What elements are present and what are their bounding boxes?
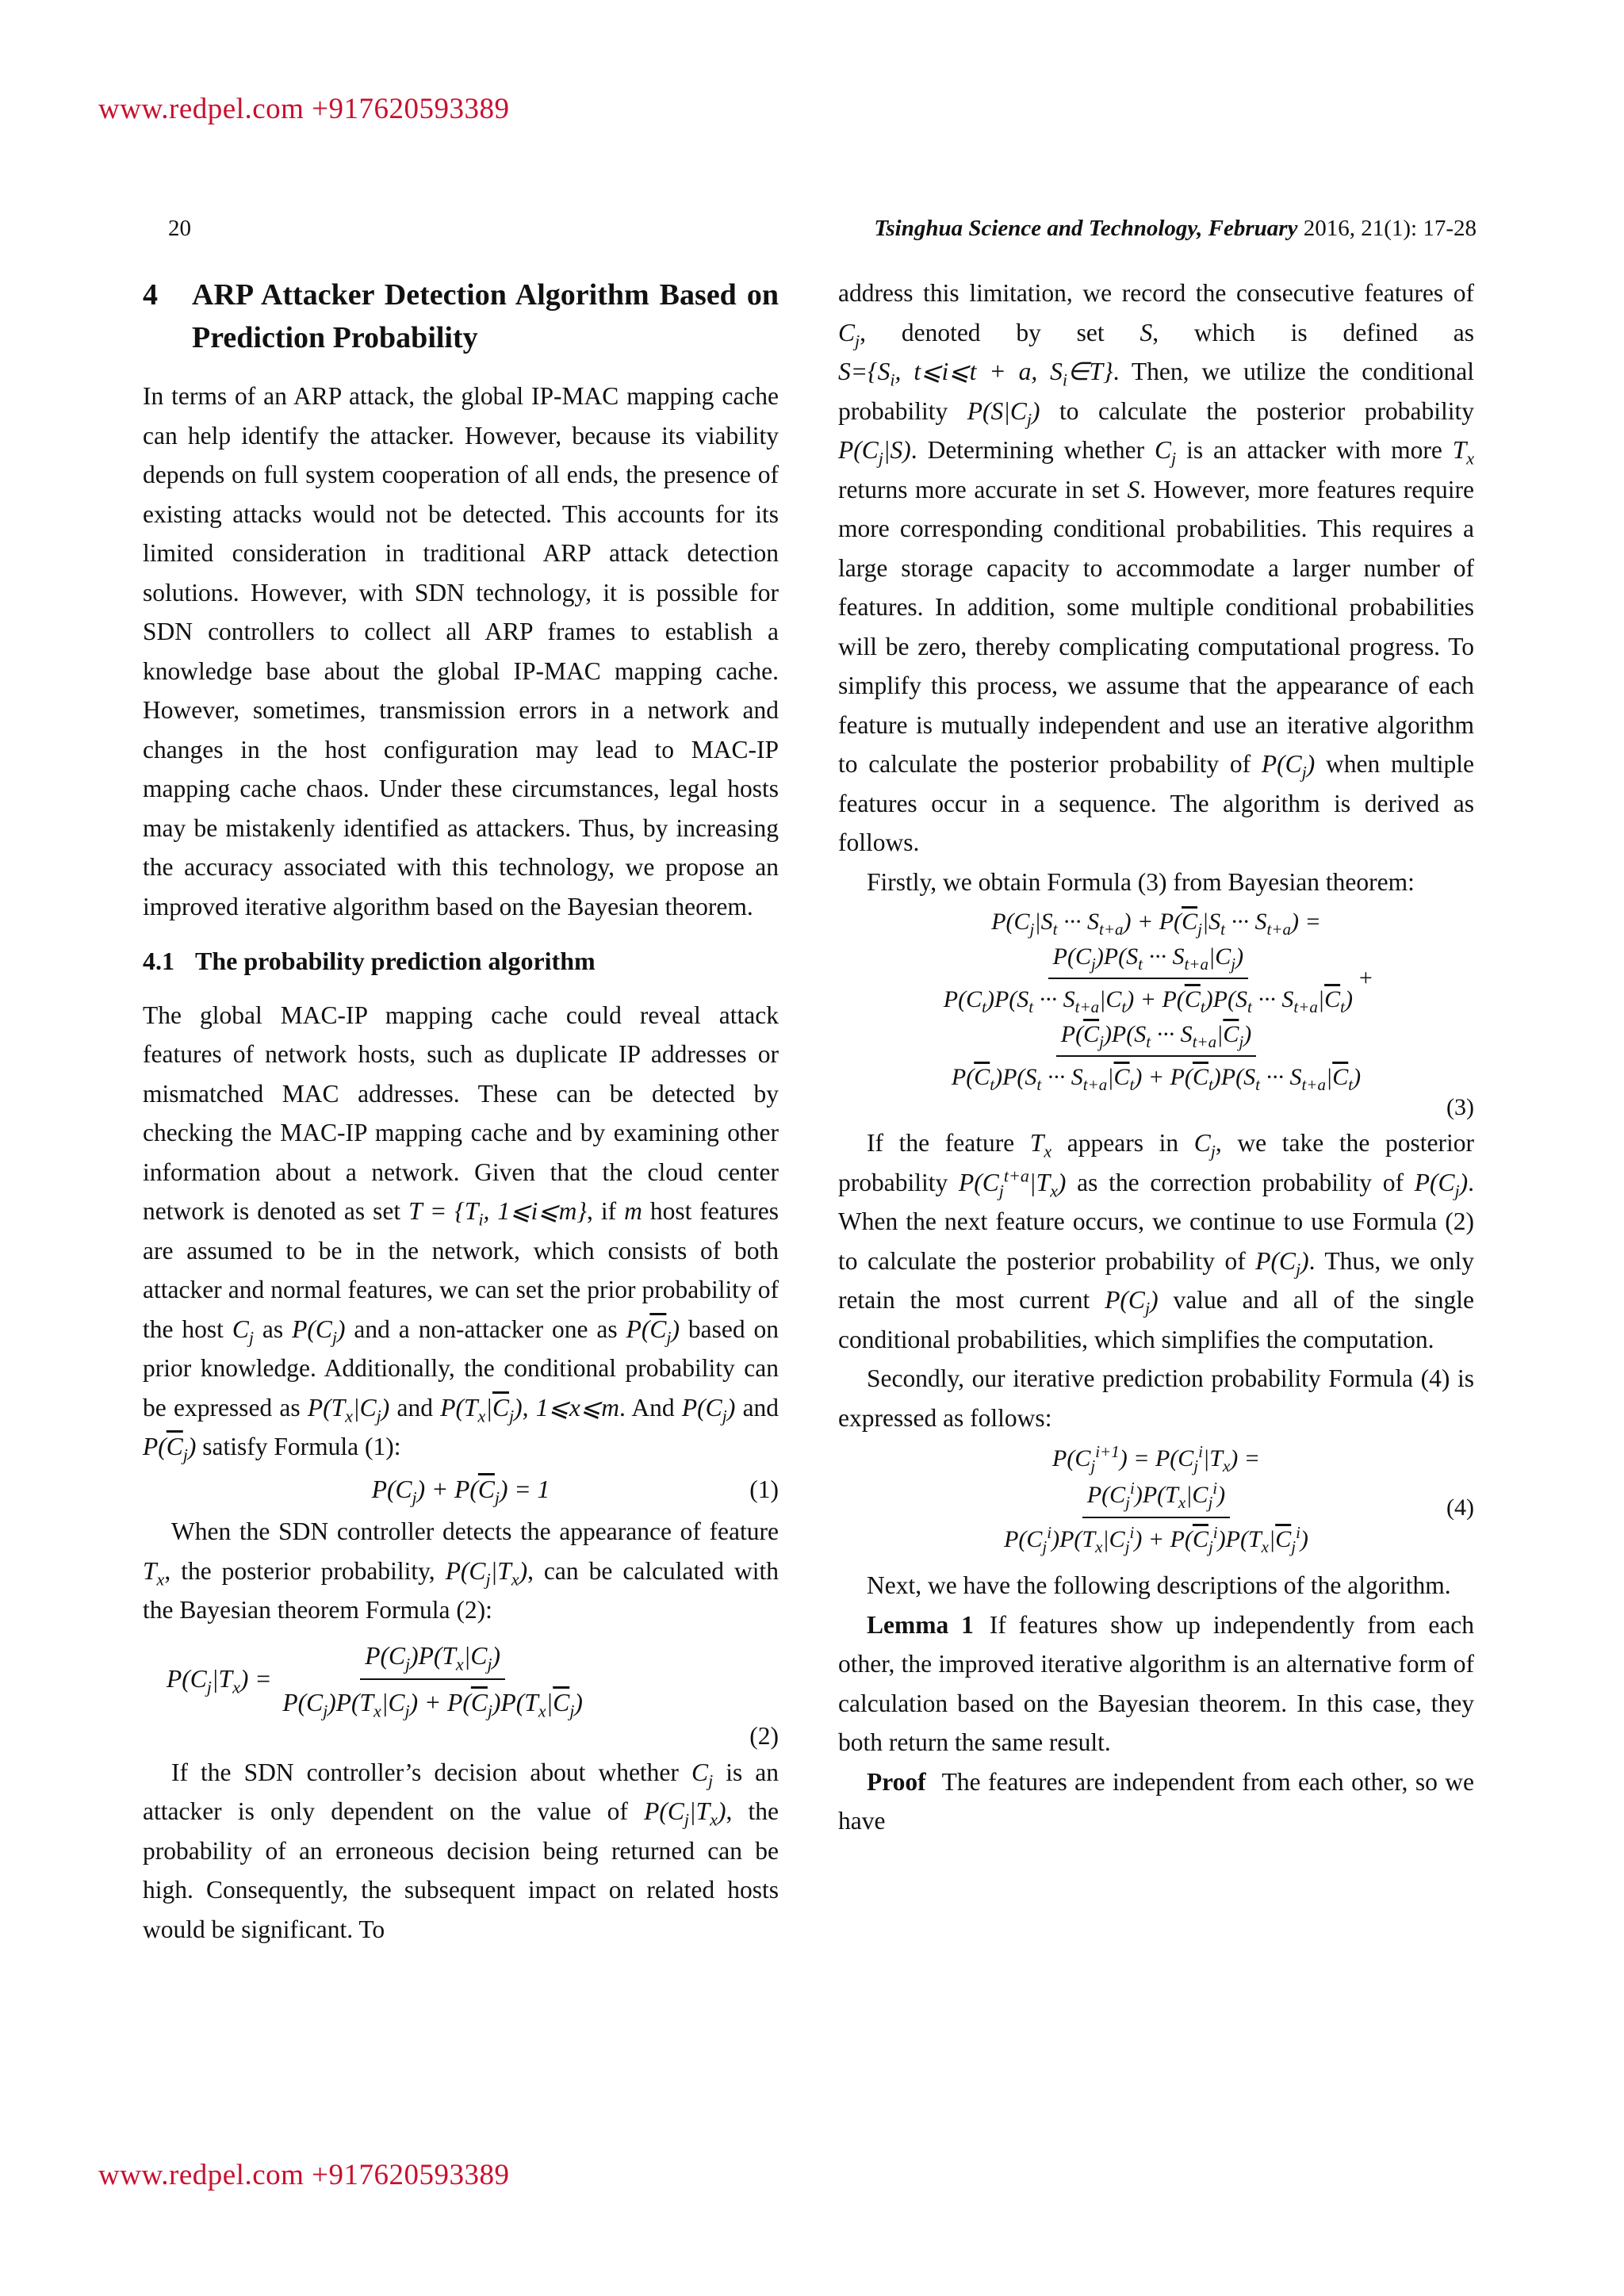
math-inline: $P(C_j)$ xyxy=(292,1314,346,1347)
right-column xyxy=(838,274,1474,1841)
paragraph: The global MAC-IP mapping cache could reveal attack features of network hosts, such as duplicate IP addresses or mismatched MAC addresses. These can be detected by checking the MAC-IP mapping cache and by examining other information about a network. Given that the cloud center network is denoted as set $T = \{T_i$, 1⩽i⩽m}, if m host features are assumed to be in the network, which consists of both attacker and normal features, we can set the prior probability of the host $C_j$ as $P(C_j)$ and a non-attacker one as $P(\overline{C}_j)$ based on prior knowledge. Additionally, the conditional probability can be expressed as $P(T_x|C_j)$ and $P(T_x|\overline{C}_j)$, 1⩽x⩽m. And $P(C_j)$ and $P(\overline{C}_j)$ satisfy Formula (1): xyxy=(143,1001,779,1465)
journal-info: Tsinghua Science and Technology, February 2016, 21(1): 17-28 xyxy=(874,216,1477,241)
section-heading: 4 ARP Attacker Detection Algorithm Based on Prediction Probability xyxy=(143,278,779,354)
page-number: 20 xyxy=(168,216,191,241)
math-inline: $C_j$ xyxy=(232,1314,254,1347)
paragraph: address this limitation, we record the consecutive features of $C_j$, denoted by set S, which is defined as $S=\{S_i$, t⩽i⩽t + a, $S_i\in T$}. Then, we utilize the conditional probability $P(S|C_j)$ to calculate the posterior probability $P(C_j|S)$. Determining whether $C_j$ is an attacker with more $T_x$ returns more accurate in set S. However, more features require more corresponding conditional probabilities. This requires a large storage capacity to accommodate a larger number of features. In addition, some multiple conditional probabilities will be zero, thereby complicating computational progress. To simplify this process, we assume that the appearance of each feature is mutually independent and use an iterative algorithm to calculate the posterior probability of $P(C_j)$ when multiple features occur in a sequence. The algorithm is derived as follows. xyxy=(838,279,1475,856)
subsection-heading: 4.1 The probability prediction algorithm xyxy=(143,947,596,975)
proof: Proof The features are independent from each other, so we have xyxy=(838,1767,1474,1835)
equation-1: $P(C_j) + P(\overline{C}_j) = 1$ (1) xyxy=(371,1475,779,1507)
paragraph: Next, we have the following descriptions of the algorithm. xyxy=(867,1571,1451,1599)
math-inline: $T = \{T_i$, 1⩽i⩽m} xyxy=(408,1197,587,1230)
paragraph: Firstly, we obtain Formula (3) from Bayesian theorem: xyxy=(867,867,1415,896)
watermark-top: www.redpel.com +917620593389 xyxy=(98,93,510,125)
watermark-bottom: www.redpel.com +917620593389 xyxy=(98,2159,510,2191)
equation-2: $P(C_j|T_x)$ = $\frac{P(C_j)P(T_x|C_j)}{P(C_j)P(T_x|C_j) + P(\overline{C}_j)P(T_x|\overline{C}_j)}$ (2) xyxy=(143,1636,779,1750)
equation-3: $P(C_j|S_t$ ··· $S_{t+a}) + P(\overline{C}_j|S_t$ ··· $S_{t+a}$) = $\frac{P(C_j)P(S_t \cdot\cdot\cdot S_{t+a}|C_j)}{P(C_t)P(S_t \cdot\cdot\cdot S_{t+a}|C_t) + P(\overline{C}_t)P(S_t \cdot\cdot\cdot S_{t+a}|\overline{C}_t)}$ + $\frac{P(\overline{C}_j)P(S_t \cdot\cdot\cdot S_{t+a}|\overline{C}_j)}{P(\overline{C}_t)P(S_t \cdot\cdot\cdot S_{t+a}|\overline{C}_t) + P(\overline{C}_t)P(S_t \cdot\cdot\cdot S_{t+a}|\overline{C}_t)}$ (3) xyxy=(943,909,1474,1120)
lemma: Lemma 1 If features show up independently from each other, the improved iterative algorithm is an alternative form of calculation based on the Bayesian theorem. In this case, they both return the same result. xyxy=(838,1610,1474,1756)
math-inline: $P(\overline{C}_j)$ xyxy=(143,1433,197,1465)
math-inline: $P(T_x|\overline{C}_j)$, 1⩽x⩽m xyxy=(440,1393,620,1425)
math-inline: $P(C_j)$ xyxy=(681,1393,736,1425)
paragraph: When the SDN controller detects the appearance of feature $T_x$, the posterior probability, $P(C_j|T_x)$, can be calculated with the Bayesian theorem Formula (2): xyxy=(143,1517,779,1624)
page-header xyxy=(168,216,1477,242)
paragraph: Secondly, our iterative prediction probability Formula (4) is expressed as follows: xyxy=(838,1364,1474,1432)
paragraph: If the SDN controller’s decision about whether $C_j$ is an attacker is only dependent on the value of $P(C_j|T_x)$, the probability of an erroneous decision being returned can be high. Consequently, the subsequent impact on related hosts would be significant. To xyxy=(143,1758,779,1943)
math-inline: $P(\overline{C}_j)$ xyxy=(626,1314,680,1347)
left-column xyxy=(143,274,779,1949)
paragraph: If the feature $T_x$ appears in $C_j$, we take the posterior probability $P(C_j^{t+a}|T_x)$ as the correction probability of $P(C_j)$. When the next feature occurs, we continue to use Formula (2) to calculate the posterior probability of $P(C_j)$. Thus, we only retain the most current $P(C_j)$ value and all of the single conditional probabilities, which simplifies the computation. xyxy=(838,1129,1475,1353)
paragraph: In terms of an ARP attack, the global IP-MAC mapping cache can help identify the attacker. However, because its viability depends on full system cooperation of all ends, the presence of existing attacks would not be detected. This accounts for its limited consideration in traditional ARP attack detection solutions. However, with SDN technology, it is possible for SDN controllers to collect all ARP frames to establish a knowledge base about the global IP-MAC mapping cache. However, sometimes, transmission errors in a network and changes in the host configuration may lead to MAC-IP mapping cache chaos. Under these circumstances, legal hosts may be mistakenly identified as attackers. Thus, by increasing the accuracy associated with this technology, we propose an improved iterative algorithm based on the Bayesian theorem. xyxy=(143,382,779,920)
equation-4: $P(C_j^{i+1}) = P(C_j^i|T_x)$ = $\frac{P(C_j^i)P(T_x|C_j^i)}{P(C_j^i)P(T_x|C_j^i) + P(\overline{C}_j^i)P(T_x|\overline{C}_j^i)}$ (4) xyxy=(1004,1442,1474,1556)
math-inline: m xyxy=(624,1197,642,1225)
math-inline: $P(T_x|C_j)$ xyxy=(307,1393,390,1425)
